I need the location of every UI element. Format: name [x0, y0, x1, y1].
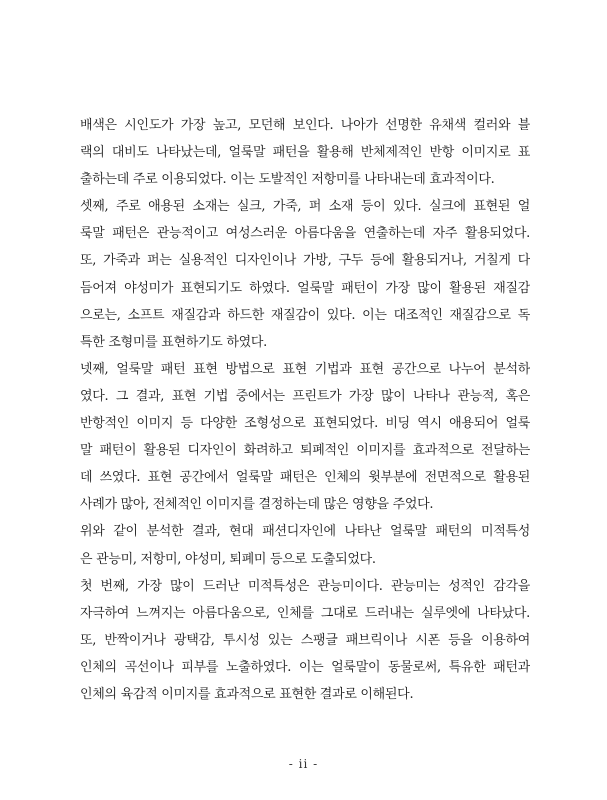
text-line: 자극하여 느껴지는 아름다움으로, 인체를 그대로 드러내는 실루엣에 나타났다. — [80, 605, 530, 621]
text-line: 듬어져 야성미가 표현되기도 하였다. 얼룩말 패턴이 가장 많이 활용된 재질감 — [80, 280, 530, 296]
text-line: 넷째, 얼룩말 패턴 표현 방법으로 표현 기법과 표현 공간으로 나누어 분석하 — [80, 361, 530, 377]
text-line: 또, 반짝이거나 광택감, 투시성 있는 스팽글 패브릭이나 시폰 등을 이용하여 — [80, 632, 530, 648]
text-line: 말 패턴이 활용된 디자인이 화려하고 퇴폐적인 이미지를 효과적으로 전달하는 — [80, 443, 530, 459]
text-line: 첫 번째, 가장 많이 드러난 미적특성은 관능미이다. 관능미는 성적인 감각을 — [80, 578, 530, 594]
text-line: 은 관능미, 저항미, 야성미, 퇴폐미 등으로 도출되었다. — [80, 551, 376, 567]
text-line: 인체의 곡선이나 피부를 노출하였다. 이는 얼룩말이 동물로써, 특유한 패턴과 — [80, 659, 530, 675]
text-line: 또, 가죽과 퍼는 실용적인 디자인이나 가방, 구두 등에 활용되거나, 거칠게 다 — [80, 253, 530, 269]
text-line: 룩말 패턴은 관능적이고 여성스러운 아름다움을 연출하는데 자주 활용되었다. — [80, 226, 530, 242]
text-line: 데 쓰였다. 표현 공간에서 얼룩말 패턴은 인체의 윗부분에 전면적으로 활용된 — [80, 470, 530, 486]
text-line: 으로는, 소프트 재질감과 하드한 재질감이 있다. 이는 대조적인 재질감으로 독 — [80, 307, 530, 323]
text-line: 사례가 많아, 전체적인 이미지를 결정하는데 많은 영향을 주었다. — [80, 497, 434, 513]
text-line: 반항적인 이미지 등 다양한 조형성으로 표현되었다. 비딩 역시 애용되어 얼룩 — [80, 416, 530, 432]
text-line: 였다. 그 결과, 표현 기법 중에서는 프린트가 가장 많이 나타나 관능적, 혹은 — [80, 388, 530, 404]
text-line: 위와 같이 분석한 결과, 현대 패션디자인에 나타난 얼룩말 패턴의 미적특성 — [80, 524, 530, 540]
text-line: 특한 조형미를 표현하기도 하였다. — [80, 334, 267, 350]
text-line: 배색은 시인도가 가장 높고, 모던해 보인다. 나아가 선명한 유채색 컬러와 블 — [80, 118, 530, 133]
page-number: - ii - — [288, 757, 319, 771]
body-text — [80, 112, 530, 708]
text-line: 랙의 대비도 나타났는데, 얼룩말 패턴을 활용해 반체제적인 반항 이미지로 표 — [80, 145, 530, 161]
text-line: 인체의 육감적 이미지를 효과적으로 표현한 결과로 이해된다. — [80, 686, 414, 702]
text-line: 셋째, 주로 애용된 소재는 실크, 가죽, 퍼 소재 등이 있다. 실크에 표현된 얼 — [80, 199, 530, 215]
text-line: 출하는데 주로 이용되었다. 이는 도발적인 저항미를 나타내는데 효과적이다. — [80, 172, 495, 188]
